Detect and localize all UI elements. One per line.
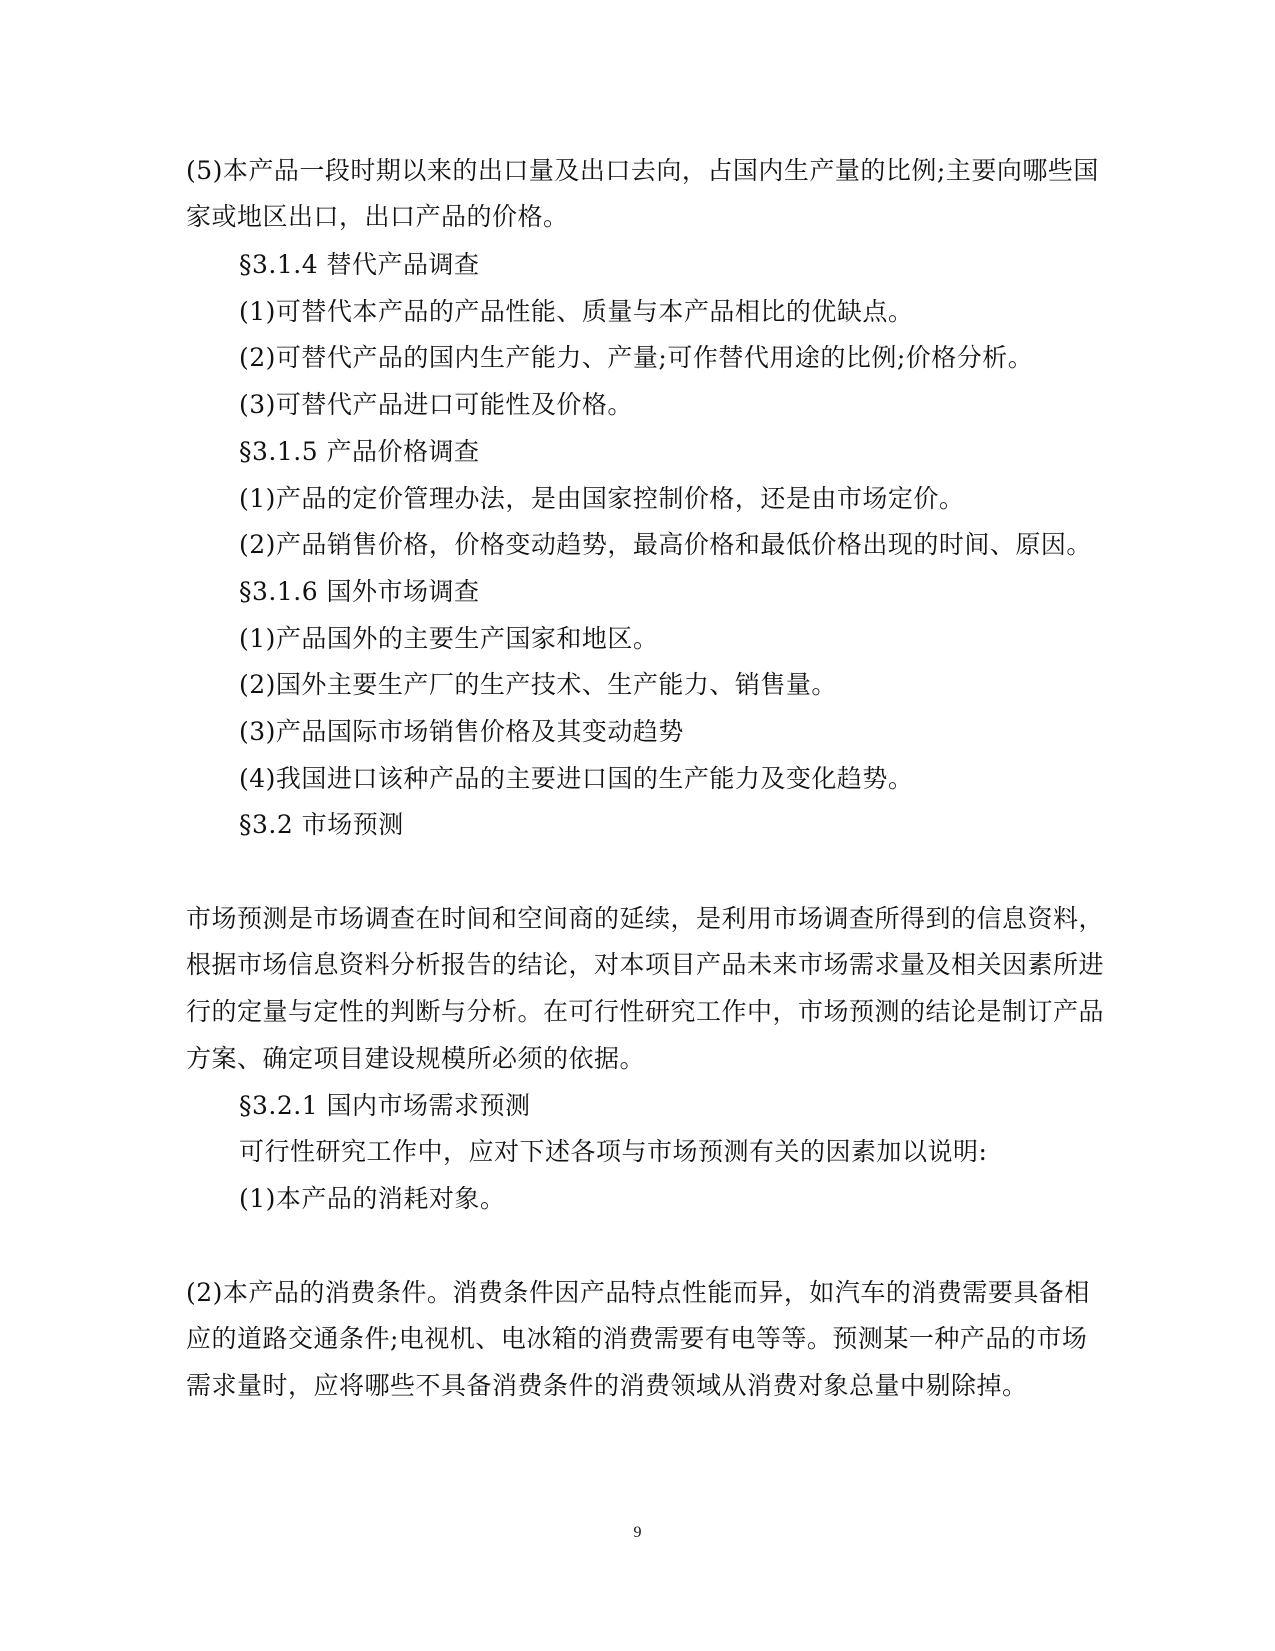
list-item: (3)可替代产品进口可能性及价格。 bbox=[239, 390, 633, 419]
section-heading: §3.1.6 国外市场调查 bbox=[239, 577, 480, 606]
paragraph-line: 根据市场信息资料分析报告的结论，对本项目产品未来市场需求量及相关因素所进 bbox=[186, 950, 1105, 979]
section-heading: §3.1.4 替代产品调查 bbox=[239, 250, 480, 279]
list-item: (1)可替代本产品的产品性能、质量与本产品相比的优缺点。 bbox=[239, 297, 914, 326]
paragraph-line: 方案、确定项目建设规模所必须的依据。 bbox=[186, 1044, 646, 1073]
paragraph-line: (2)本产品的消费条件。消费条件因产品特点性能而异，如汽车的消费需要具备相 bbox=[186, 1278, 1090, 1307]
list-item: (1)产品国外的主要生产国家和地区。 bbox=[239, 624, 659, 653]
page-number: 9 bbox=[633, 1524, 642, 1541]
paragraph-line: 应的道路交通条件;电视机、电冰箱的消费需要有电等等。预测某一种产品的市场 bbox=[186, 1324, 1088, 1353]
paragraph-line: 可行性研究工作中，应对下述各项与市场预测有关的因素加以说明: bbox=[239, 1137, 988, 1166]
list-item: (3)产品国际市场销售价格及其变动趋势 bbox=[239, 717, 684, 746]
paragraph-line: 市场预测是市场调查在时间和空间商的延续，是利用市场调查所得到的信息资料， bbox=[186, 904, 1105, 933]
paragraph-line: 家或地区出口，出口产品的价格。 bbox=[186, 202, 569, 231]
paragraph-line: 需求量时，应将哪些不具备消费条件的消费领域从消费对象总量中剔除掉。 bbox=[186, 1371, 1028, 1400]
list-item: (1)本产品的消耗对象。 bbox=[239, 1184, 506, 1213]
list-item: (2)国外主要生产厂的生产技术、生产能力、销售量。 bbox=[239, 670, 837, 699]
list-item: (2)可替代产品的国内生产能力、产量;可作替代用途的比例;价格分析。 bbox=[239, 343, 1034, 372]
section-heading: §3.2 市场预测 bbox=[239, 810, 404, 839]
list-item: (4)我国进口该种产品的主要进口国的生产能力及变化趋势。 bbox=[239, 764, 914, 793]
paragraph-line: 行的定量与定性的判断与分析。在可行性研究工作中，市场预测的结论是制订产品 bbox=[186, 997, 1105, 1026]
list-item: (2)产品销售价格，价格变动趋势，最高价格和最低价格出现的时间、原因。 bbox=[239, 530, 1092, 559]
list-item: (1)产品的定价管理办法，是由国家控制价格，还是由市场定价。 bbox=[239, 484, 965, 513]
section-heading: §3.2.1 国内市场需求预测 bbox=[239, 1091, 531, 1120]
paragraph-line: (5)本产品一段时期以来的出口量及出口去向，占国内生产量的比例;主要向哪些国 bbox=[186, 156, 1099, 185]
section-heading: §3.1.5 产品价格调查 bbox=[239, 437, 480, 466]
